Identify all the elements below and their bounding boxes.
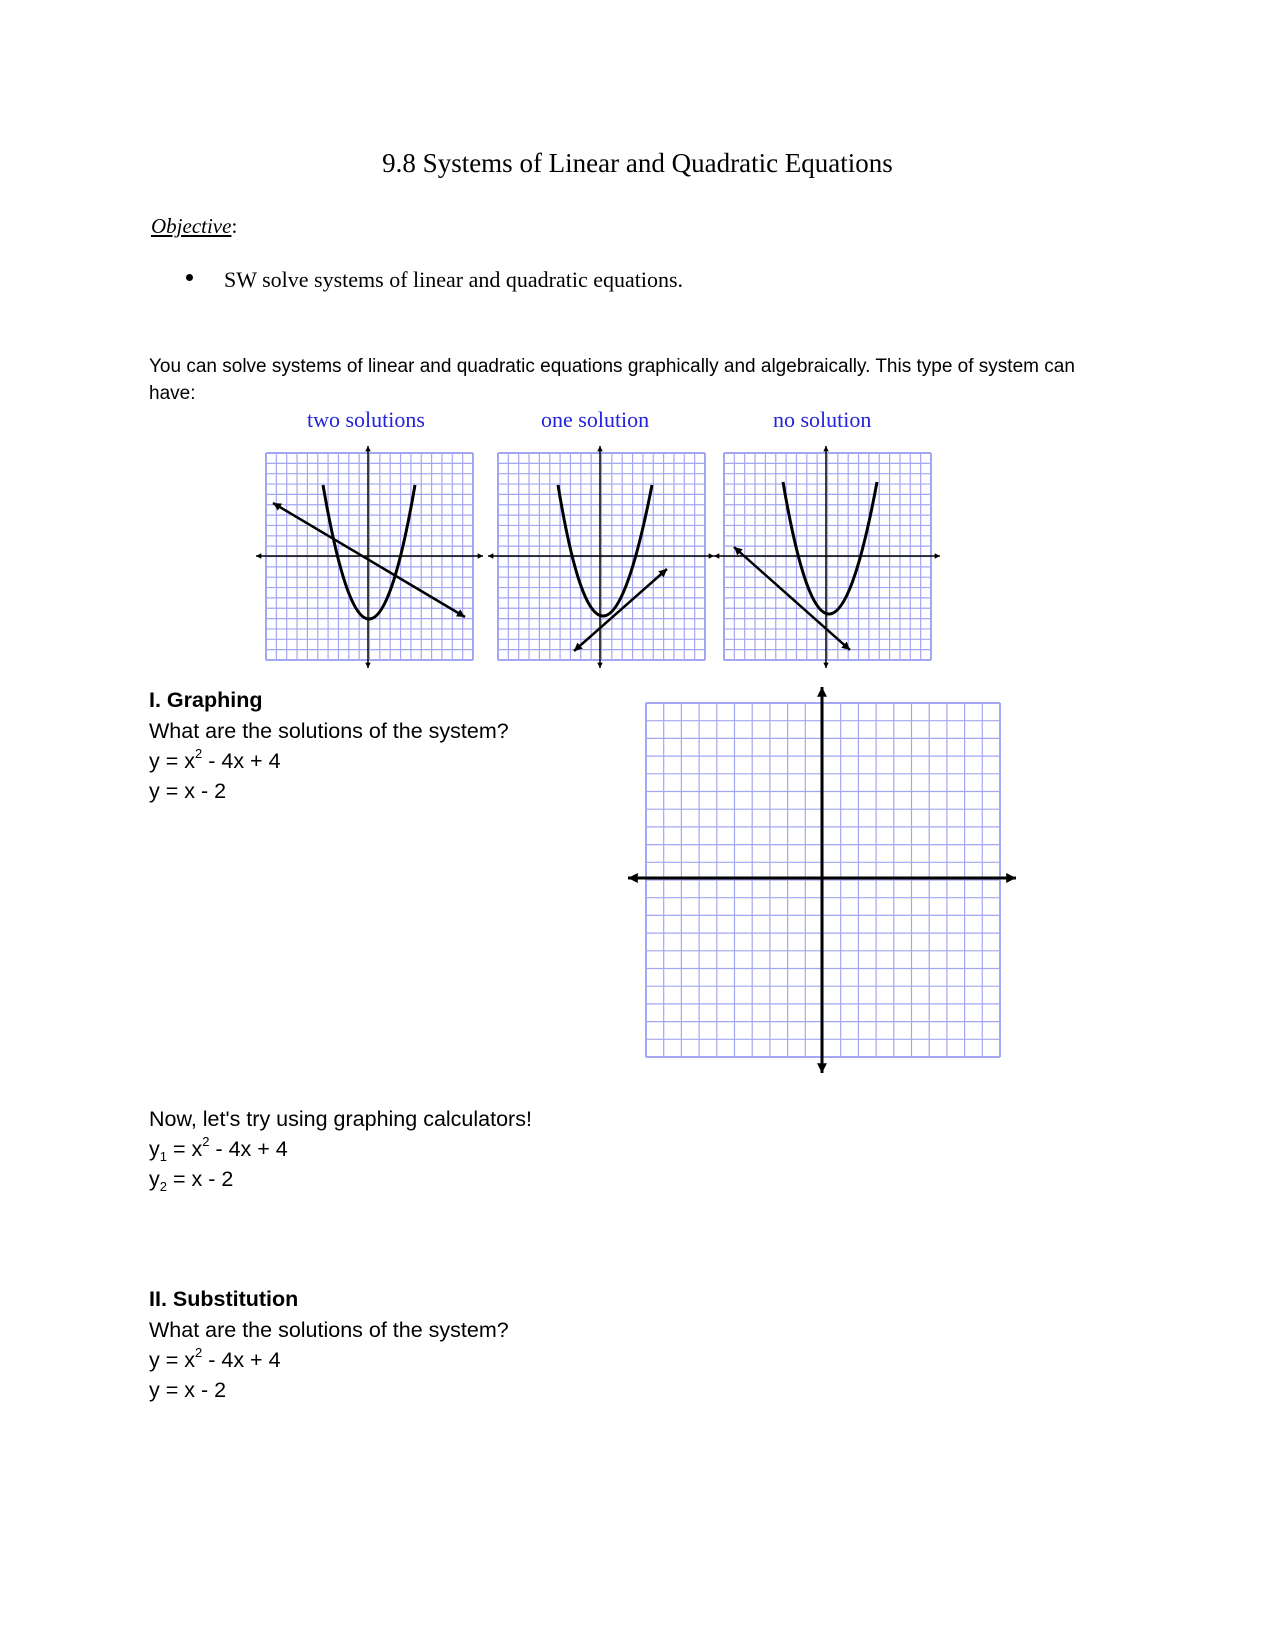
- caption-no-solution: no solution: [773, 407, 872, 432]
- eq-mid: = x: [166, 1137, 203, 1161]
- parabola-no-solution: [783, 482, 877, 614]
- blank-graph-x-arrow-right: [1006, 873, 1016, 883]
- example-one-x-arrow-left: [488, 553, 493, 558]
- example-one-y-arrow-up: [597, 446, 602, 451]
- example-two-x-arrow-right: [478, 553, 483, 558]
- eq-rhs: - 4x + 4: [209, 1137, 288, 1161]
- blank-graph-x-arrow-left: [628, 873, 638, 883]
- objective-colon: :: [231, 214, 238, 238]
- calculator-eq2: [149, 1167, 233, 1192]
- eq-subscript: 2: [159, 1179, 167, 1194]
- eq-rhs: - 4x + 4: [202, 1348, 281, 1372]
- eq-rhs: = x - 2: [166, 1167, 234, 1191]
- example-one-y-arrow-down: [597, 663, 602, 668]
- section-substitution-heading: II. Substitution: [149, 1287, 299, 1311]
- example-two-x-arrow-left: [256, 553, 261, 558]
- eq-var: y: [149, 1137, 160, 1161]
- caption-one-solution: one solution: [541, 407, 650, 432]
- example-none-y-arrow-down: [823, 663, 828, 668]
- eq-subscript: 1: [159, 1149, 167, 1164]
- calculator-eq1: [149, 1134, 288, 1164]
- example-none-x-arrow-left: [714, 553, 719, 558]
- blank-graph-y-arrow-up: [817, 687, 827, 697]
- eq-lhs: y = x: [149, 749, 196, 773]
- blank-graph-y-arrow-down: [817, 1063, 827, 1073]
- eq-exponent: 2: [202, 1134, 210, 1149]
- page-title: 9.8 Systems of Linear and Quadratic Equations: [382, 148, 893, 178]
- caption-two-solutions: two solutions: [307, 407, 425, 432]
- substitution-eq2: y = x - 2: [149, 1378, 227, 1402]
- example-one-x-arrow-right: [709, 553, 714, 558]
- example-two-y-arrow-down: [365, 663, 370, 668]
- section-graphing-heading: I. Graphing: [149, 688, 263, 712]
- eq-rhs: - 4x + 4: [202, 749, 281, 773]
- example-none-x-arrow-right: [935, 553, 940, 558]
- objective-item: SW solve systems of linear and quadratic equations.: [224, 267, 684, 292]
- intro-paragraph: You can solve systems of linear and quadratic equations graphically and algebraically. This type of system can have:: [149, 356, 1075, 404]
- eq-exponent: 2: [195, 1345, 203, 1360]
- eq-lhs: y = x: [149, 1348, 196, 1372]
- graphing-eq1: [149, 746, 281, 774]
- example-two-y-arrow-up: [365, 446, 370, 451]
- graphing-eq2: y = x - 2: [149, 779, 227, 803]
- objective-label-text: Objective: [151, 214, 232, 238]
- substitution-eq1: [149, 1345, 281, 1373]
- eq-var: y: [149, 1167, 160, 1191]
- substitution-question: What are the solutions of the system?: [149, 1318, 509, 1342]
- graphing-question: What are the solutions of the system?: [149, 719, 509, 743]
- calculator-prompt: Now, let's try using graphing calculators!: [149, 1107, 532, 1131]
- example-none-y-arrow-up: [823, 446, 828, 451]
- eq-exponent: 2: [195, 746, 203, 761]
